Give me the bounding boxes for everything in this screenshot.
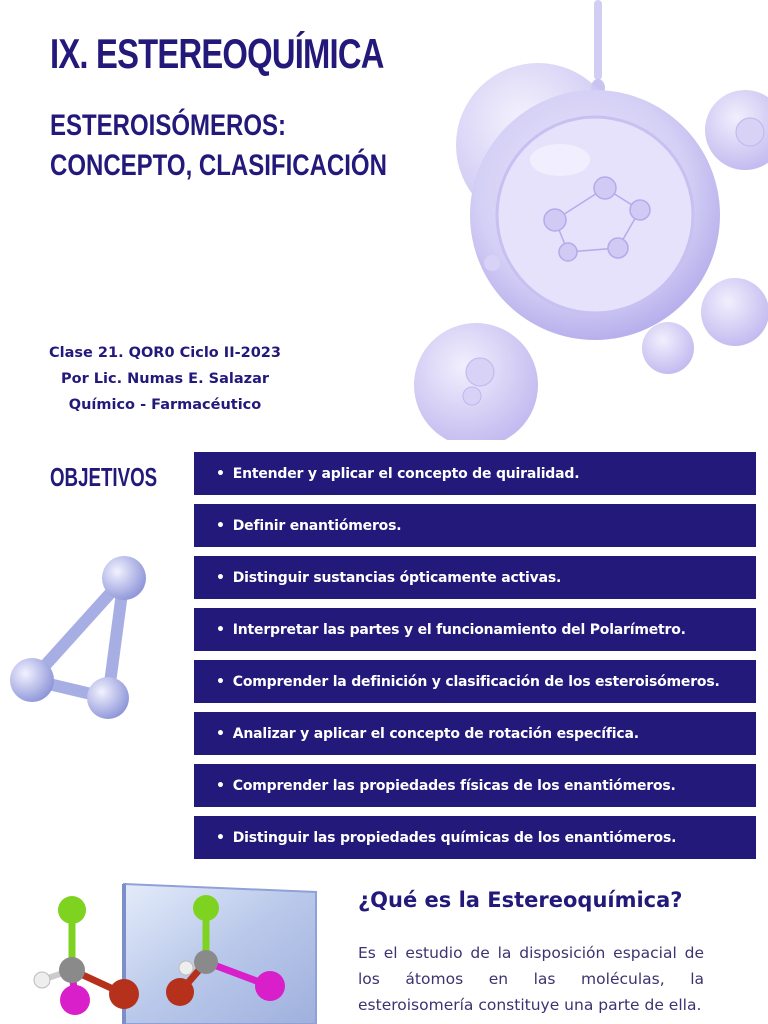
objective-text: Analizar y aplicar el concepto de rotación específica. [232,725,639,742]
objective-item [194,556,756,599]
objective-item [194,504,756,547]
objective-text: Distinguir las propiedades químicas de los enantiómeros. [232,829,677,846]
objective-item [194,816,756,859]
objective-item [194,452,756,495]
subtitle-line-1: ESTEROISÓMEROS: [50,109,287,142]
objective-text: Definir enantiómeros. [232,517,402,534]
mirror-enantiomers-illustration [20,870,340,1024]
bullet: • [216,621,225,638]
bubbles-illustration [400,0,768,440]
objective-text: Comprender la definición y clasificación de los esteroisómeros. [232,673,720,690]
bullet: • [216,829,225,846]
objectives-heading: OBJETIVOS [50,462,158,492]
section-body: Es el estudio de la disposición espacial de los átomos en las moléculas, la esteroisomería constituye una parte de ella. [358,944,704,1014]
objective-item [194,764,756,807]
bullet: • [216,725,225,742]
objective-text: Comprender las propiedades físicas de los enantiómeros. [232,777,676,794]
bullet: • [216,569,225,586]
molecule-illustration [0,540,170,740]
objective-item [194,660,756,703]
objective-item [194,608,756,651]
objectives-list [194,452,756,868]
page-title: IX. ESTEREOQUÍMICA [50,30,384,77]
subtitle-line-2: CONCEPTO, CLASIFICACIÓN [50,149,387,182]
class-info: Clase 21. QOR0 Ciclo II-2023 [49,345,281,361]
objective-text: Distinguir sustancias ópticamente activas. [232,569,562,586]
bullet: • [216,517,225,534]
bullet: • [216,673,225,690]
bullet: • [216,465,225,482]
page-subtitle [50,106,387,186]
bullet: • [216,777,225,794]
author-profession: Químico - Farmacéutico [68,397,262,413]
objective-text: Interpretar las partes y el funcionamiento del Polarímetro. [232,621,686,638]
section-heading: ¿Qué es la Estereoquímica? [358,888,683,912]
objective-item [194,712,756,755]
author-name: Por Lic. Numas E. Salazar [61,371,269,387]
objective-text: Entender y aplicar el concepto de quiralidad. [232,465,580,482]
author-credits [30,340,300,418]
